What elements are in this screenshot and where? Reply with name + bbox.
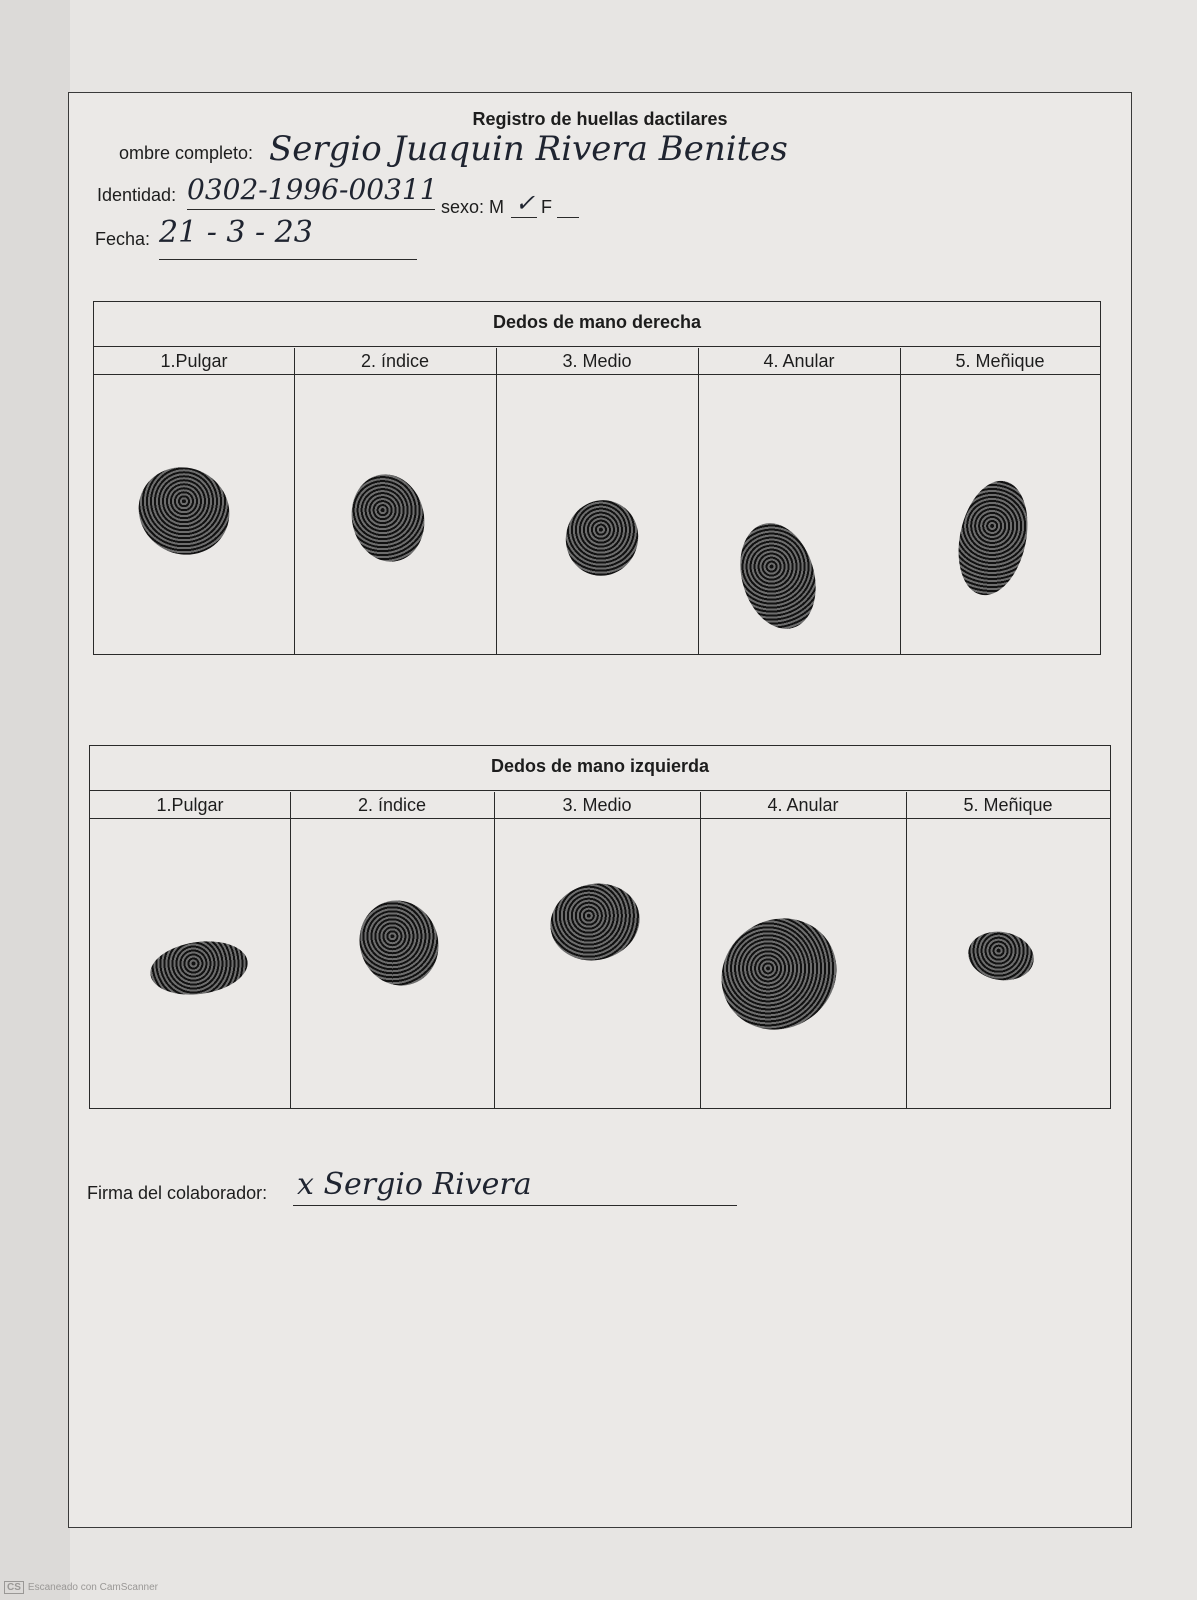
left-thumb-cell [90, 792, 291, 1108]
left-thumb-print [147, 935, 251, 1000]
right-index-print [344, 467, 433, 568]
signature-label: Firma del colaborador: [87, 1183, 268, 1203]
scanner-watermark [4, 1581, 158, 1594]
sex-m-mark: ✓ [515, 189, 536, 217]
right-little-label: 5. Meñique [900, 348, 1100, 375]
name-value: Sergio Juaquin Rivera Benites [269, 129, 788, 169]
scanner-badge: CS [4, 1581, 24, 1594]
right-thumb-label: 1.Pulgar [94, 348, 294, 375]
left-index-cell [290, 792, 495, 1108]
left-ring-print [700, 896, 858, 1052]
right-little-cell [900, 348, 1100, 654]
left-index-print [348, 889, 451, 996]
sex-f-label: F [541, 197, 552, 217]
right-little-print [949, 474, 1038, 601]
right-index-label: 2. índice [294, 348, 496, 375]
form-title: Registro de huellas dactilares [472, 109, 728, 129]
left-middle-label: 3. Medio [494, 792, 700, 819]
name-label: ombre completo: [119, 143, 254, 163]
sex-label: sexo: M [441, 197, 505, 217]
right-index-cell [294, 348, 497, 654]
right-middle-cell [496, 348, 699, 654]
left-little-print [964, 927, 1037, 986]
left-hand-grid [89, 745, 1111, 1109]
left-ring-label: 4. Anular [700, 792, 906, 819]
left-ring-cell [700, 792, 907, 1108]
signature-value: x Sergio Rivera [297, 1167, 532, 1202]
right-ring-print [729, 514, 828, 638]
identity-underline [187, 209, 435, 210]
left-index-label: 2. índice [290, 792, 494, 819]
right-hand-title: Dedos de mano derecha [94, 302, 1100, 347]
fingerprint-form-sheet [68, 92, 1132, 1528]
left-little-label: 5. Meñique [906, 792, 1110, 819]
right-hand-grid [93, 301, 1101, 655]
date-value: 21 - 3 - 23 [159, 215, 313, 250]
scanner-text: Escaneado con CamScanner [27, 1582, 158, 1593]
signature-underline [293, 1205, 737, 1206]
sex-f-underline [557, 217, 579, 218]
left-middle-print [542, 874, 648, 970]
right-thumb-cell [94, 348, 295, 654]
left-hand-title: Dedos de mano izquierda [90, 746, 1110, 791]
date-underline [159, 259, 417, 260]
right-thumb-print [123, 451, 245, 570]
identity-value: 0302-1996-00311 [187, 173, 438, 206]
sex-m-underline [511, 217, 537, 218]
identity-label: Identidad: [97, 185, 177, 205]
left-little-cell [906, 792, 1110, 1108]
right-middle-label: 3. Medio [496, 348, 698, 375]
right-ring-label: 4. Anular [698, 348, 900, 375]
left-thumb-label: 1.Pulgar [90, 792, 290, 819]
right-ring-cell [698, 348, 901, 654]
left-middle-cell [494, 792, 701, 1108]
right-middle-print [556, 491, 648, 586]
date-label: Fecha: [95, 229, 151, 249]
